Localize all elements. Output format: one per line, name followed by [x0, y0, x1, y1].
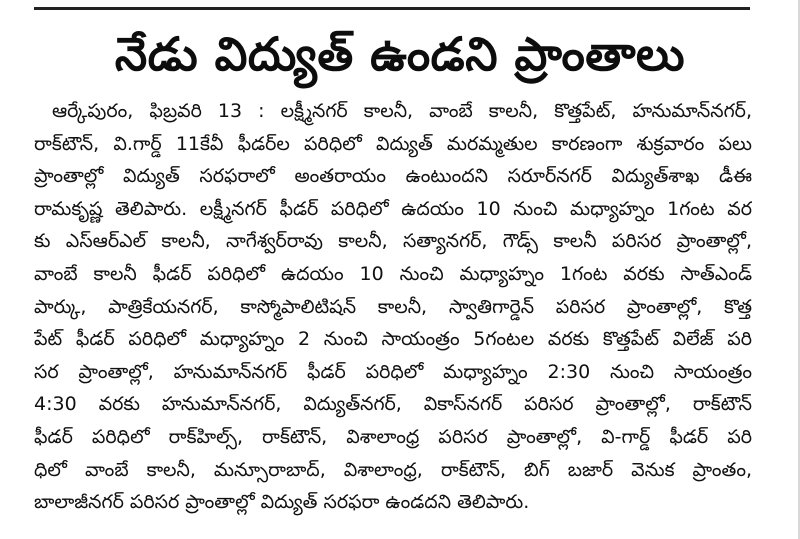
- article-line-4: రామకృష్ణ తెలిపారు. లక్ష్మీనగర్ ఫీడర్ పరిధిలో ఉదయం 10 నుంచి మధ్యాహ్నం 1గంట వర: [34, 197, 752, 220]
- article-line-3: ప్రాంతాల్లో విద్యుత్ సరఫరాలో అంతరాయం ఉంటుందని సరూర్‌నగర్ విద్యుత్‌శాఖ డీఈ: [34, 165, 752, 188]
- article-line-8: పేట్ ఫీడర్ పరిధిలో మధ్యాహ్నం 2 నుంచి సాయంత్రం 5గంటల వరకు కొత్తపేట్ విలేజ్ పరి: [34, 328, 752, 351]
- article-line-12: ధిలో వాంబే కాలనీ, మన్సూరాబాద్, విశాలాంధ్ర, రాక్‌టౌన్, బిగ్ బజార్ వెనుక ప్రాంతం,: [34, 458, 752, 481]
- article-line-7: పార్కు, పాత్రికేయనగర్, కాస్మోపాలిటిషన్ కాలనీ, స్వాతిగార్డెన్ పరిసర ప్రాంతాల్లో, కొత్త: [34, 295, 752, 318]
- article-line-1: ఆర్కేపురం, ఫిబ్రవరి 13 : లక్ష్మీనగర్ కాలనీ, వాంబే కాలనీ, కొత్తపేట్, హనుమాన్‌నగర్,: [52, 100, 752, 122]
- article-line-5: కు ఎస్‌ఆర్‌ఎల్ కాలనీ, నాగేశ్వర్‌రావు కాలనీ, సత్యానగర్, గౌడ్స్ కాలనీ పరిసర ప్రాంతాల్లో,: [34, 230, 752, 253]
- article-line-9: సర ప్రాంతాల్లో, హనుమాన్‌నగర్ ఫీడర్ పరిధిలో మధ్యాహ్నం 2:30 నుంచి సాయంత్రం: [34, 360, 752, 383]
- article-line-11: ఫీడర్ పరిధిలో రాక్‌హిల్స్, రాక్‌టౌన్, విశాలాంధ్ర పరిసర ప్రాంతాల్లో, వి-గార్డ్ ఫీడర్ పరి: [34, 425, 752, 448]
- article-line-13: బాలాజీనగర్ పరిసర ప్రాంతాల్లో విద్యుత్ సరఫరా ఉండదని తెలిపారు.: [34, 491, 530, 514]
- article-headline: నేడు విద్యుత్ ఉండని ప్రాంతాలు: [114, 27, 686, 81]
- article-line-6: వాంబే కాలనీ ఫీడర్ పరిధిలో ఉదయం 10 నుంచి మధ్యాహ్నం 1గంట వరకు సాత్‌ఎండ్: [34, 262, 752, 285]
- top-rule-divider: [34, 7, 750, 10]
- article-body: [34, 95, 752, 519]
- article-line-2: రాక్‌టౌన్, వి.గార్డ్ 11కేవీ ఫీడర్‌ల పరిధిలో విద్యుత్ మరమ్మతుల కారణంగా శుక్రవారం పలు: [34, 132, 752, 155]
- article-line-10: 4:30 వరకు హనుమాన్‌నగర్, విద్యుత్‌నగర్, వికాస్‌నగర్ పరిసర ప్రాంతాల్లో, రాక్‌టౌన్: [34, 393, 752, 416]
